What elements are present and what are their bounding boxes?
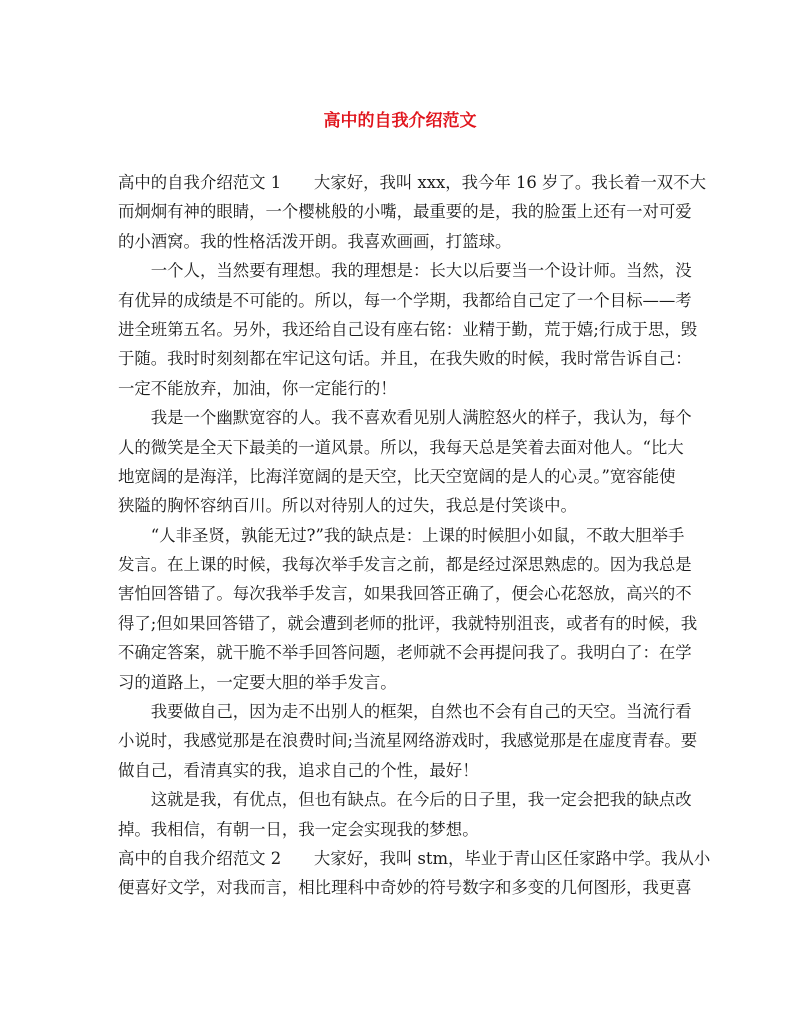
text-line: 我要做自己，因为走不出别人的框架，自然也不会有自己的天空。当流行看 <box>118 702 692 722</box>
text-line: 习的道路上，一定要大胆的举手发言。 <box>118 672 397 692</box>
text-line: 有优异的成绩是不可能的。所以，每一个学期，我都给自己定了一个目标——考 <box>118 290 692 310</box>
text-line: 高中的自我介绍范文 2 大家好，我叫 stm，毕业于青山区任家路中学。我从小 <box>118 848 711 868</box>
text-line: 做自己，看清真实的我，追求自己的个性，最好！ <box>118 760 479 780</box>
document-title: 高中的自我介绍范文 <box>323 111 477 131</box>
text-line: 的小酒窝。我的性格活泼开朗。我喜欢画画，打篮球。 <box>118 231 512 251</box>
text-line: 一定不能放弃，加油，你一定能行的！ <box>118 378 397 398</box>
text-line: 掉。我相信，有朝一日，我一定会实现我的梦想。 <box>118 819 479 839</box>
text-line: 我是一个幽默宽容的人。我不喜欢看见别人满腔怒火的样子，我认为，每个 <box>118 408 692 428</box>
text-line: 害怕回答错了。每次我举手发言，如果我回答正确了，便会心花怒放，高兴的不 <box>118 584 692 604</box>
text-line: 人的微笑是全天下最美的一道风景。所以，我每天总是笑着去面对他人。“比大 <box>118 437 684 457</box>
text-line: 狭隘的胸怀容纳百川。所以对待别人的过失，我总是付笑谈中。 <box>118 496 577 516</box>
text-line: 这就是我，有优点，但也有缺点。在今后的日子里，我一定会把我的缺点改 <box>118 790 692 810</box>
text-line: 不确定答案，就干脆不举手回答问题，老师就不会再提问我了。我明白了：在学 <box>118 643 692 663</box>
text-line: 进全班第五名。另外，我还给自己设有座右铭：业精于勤，荒于嬉;行成于思，毁 <box>118 319 698 339</box>
text-line: 得了;但如果回答错了，就会遭到老师的批评，我就特别沮丧，或者有的时候，我 <box>118 613 698 633</box>
text-line: 小说时，我感觉那是在浪费时间;当流星网络游戏时，我感觉那是在虚度青春。要 <box>118 731 698 751</box>
text-line: “人非圣贤，孰能无过?”我的缺点是：上课的时候胆小如鼠，不敢大胆举手 <box>118 525 685 545</box>
text-line: 发言。在上课的时候，我每次举手发言之前，都是经过深思熟虑的。因为我总是 <box>118 555 692 575</box>
text-line: 高中的自我介绍范文 1 大家好，我叫 xxx，我今年 16 岁了。我长着一双不大 <box>118 173 706 192</box>
text-line: 地宽阔的是海洋，比海洋宽阔的是天空，比天空宽阔的是人的心灵。”宽容能使 <box>118 466 676 486</box>
text-line: 而炯炯有神的眼睛，一个樱桃般的小嘴，最重要的是，我的脸蛋上还有一对可爱 <box>118 202 692 222</box>
text-line: 便喜好文学，对我而言，相比理科中奇妙的符号数字和多变的几何图形，我更喜 <box>118 878 692 898</box>
document-body <box>118 168 711 903</box>
text-line: 一个人，当然要有理想。我的理想是：长大以后要当一个设计师。当然，没 <box>118 261 692 281</box>
text-line: 于随。我时时刻刻都在牢记这句话。并且，在我失败的时候，我时常告诉自己： <box>118 349 692 369</box>
